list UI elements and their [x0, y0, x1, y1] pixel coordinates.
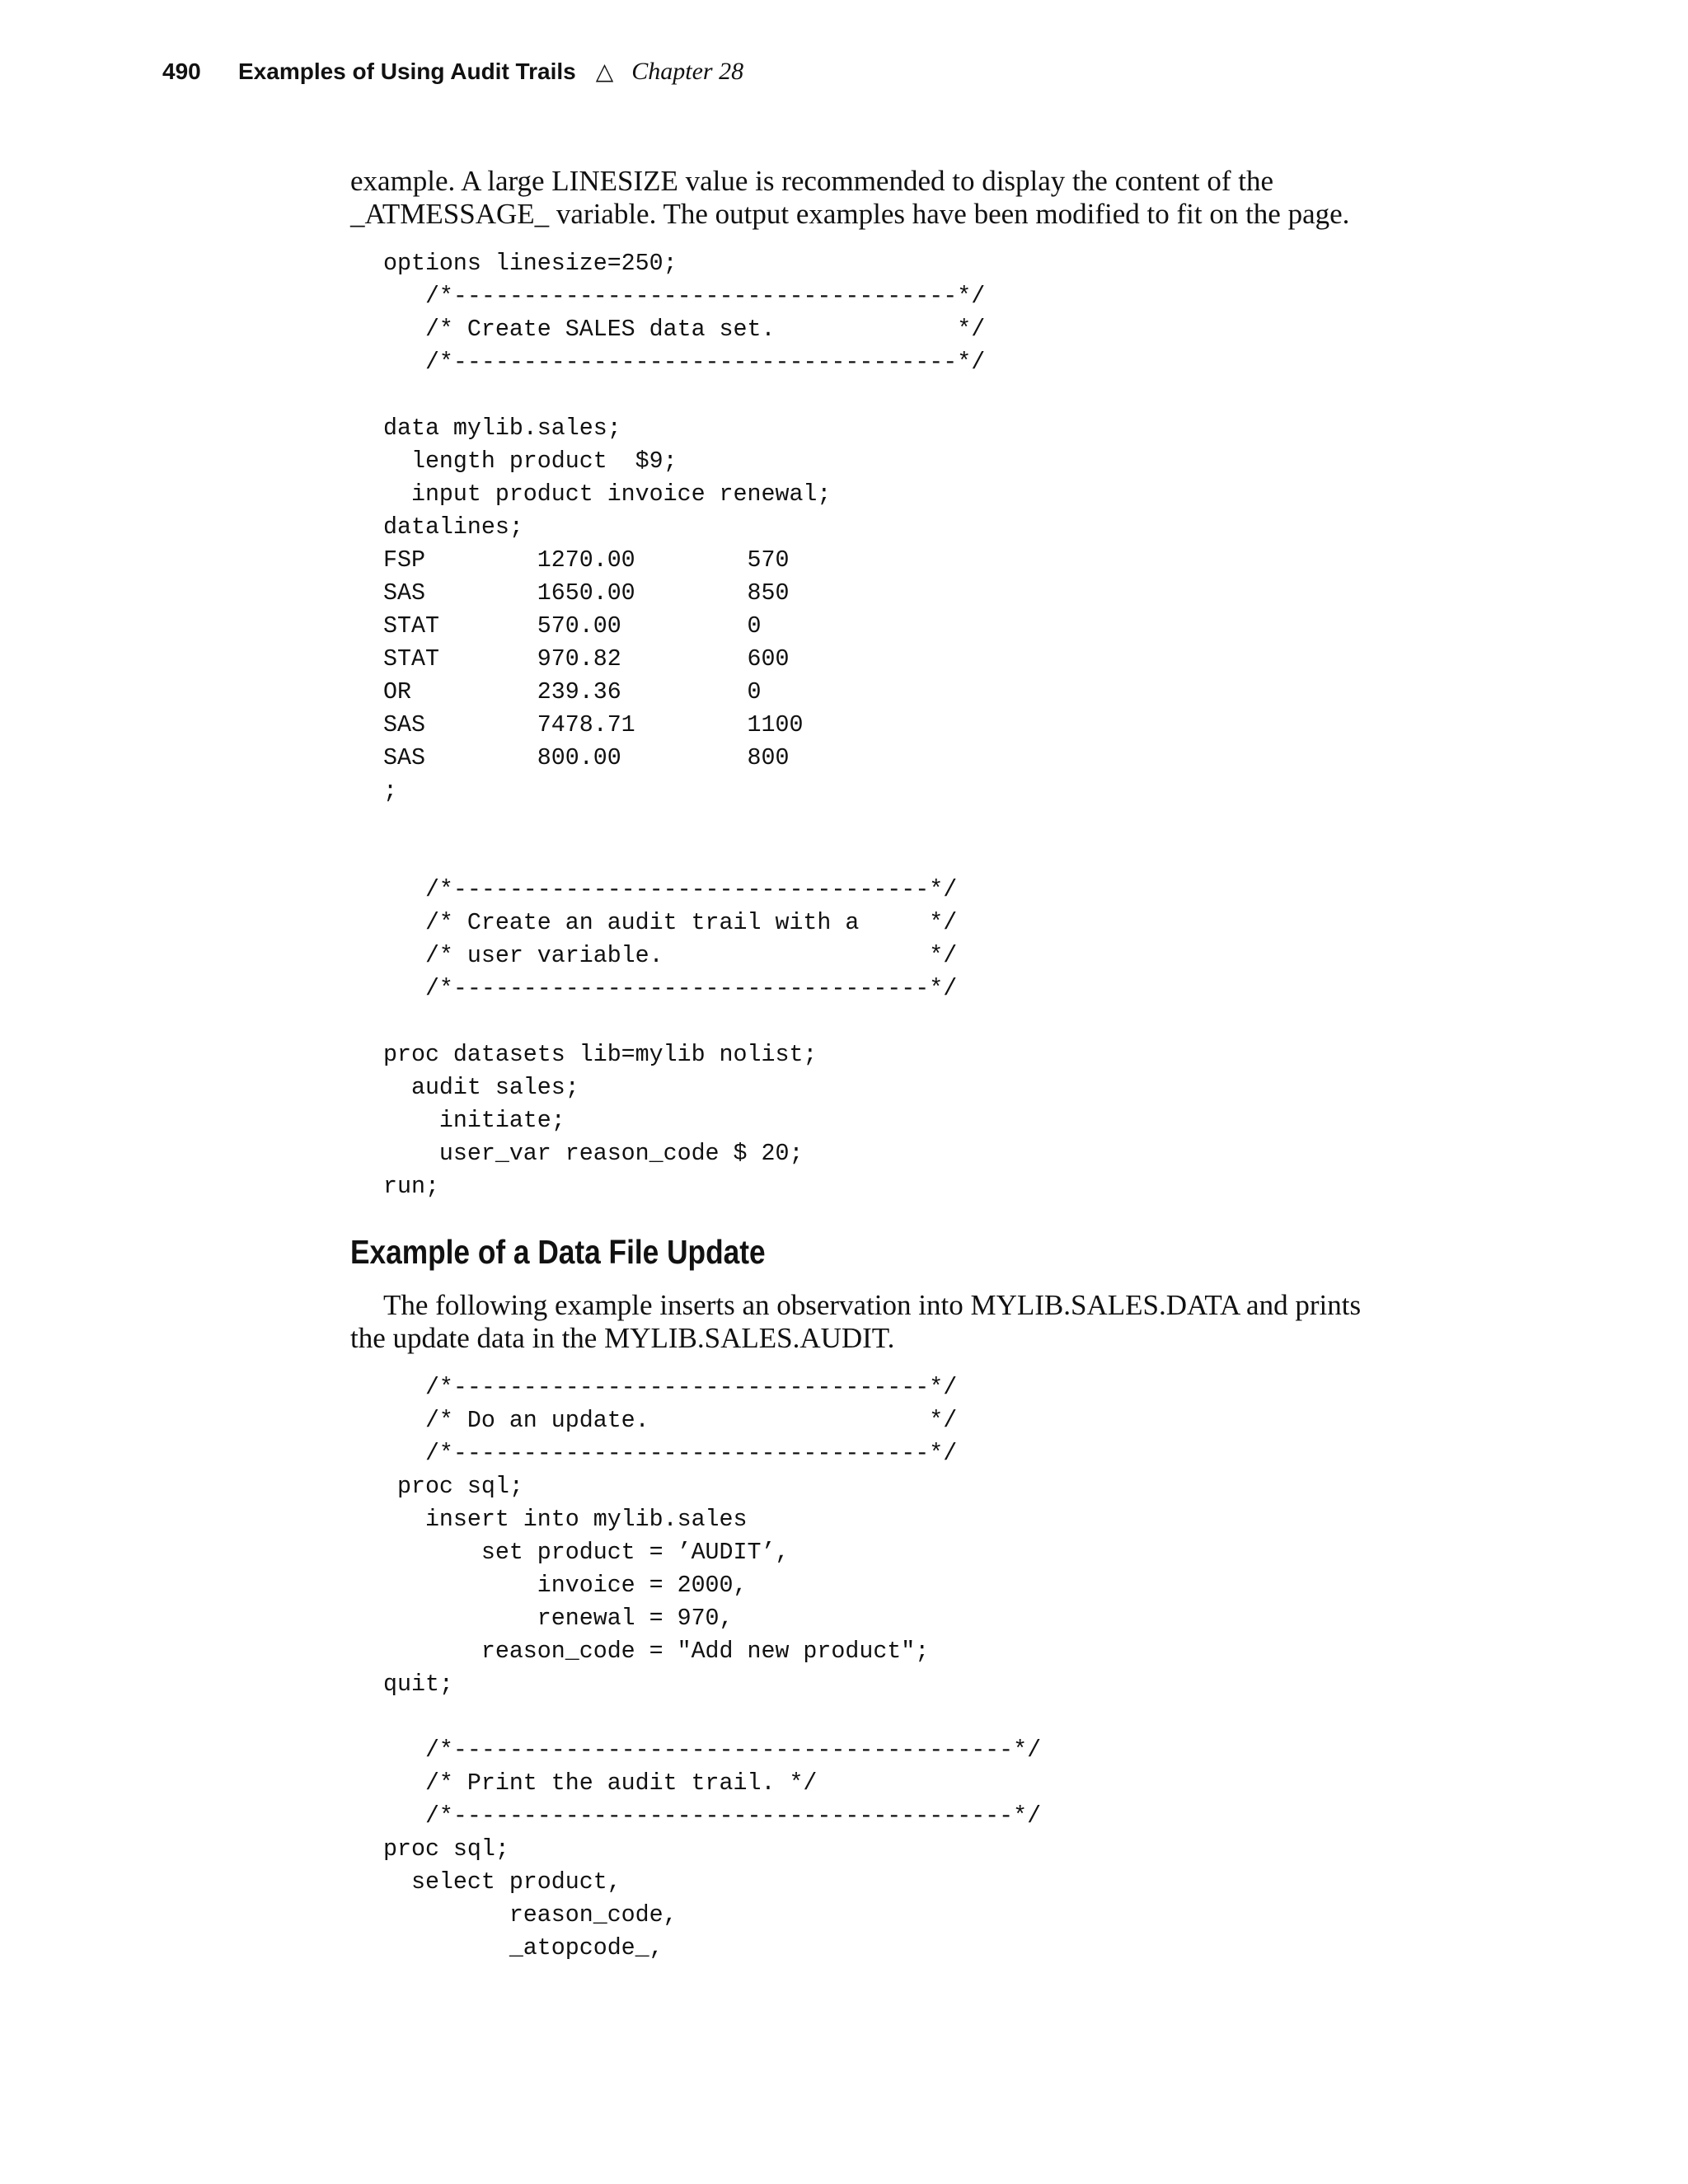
section-paragraph: [350, 1289, 1488, 1355]
page-number: 490: [162, 59, 201, 84]
intro-line-1: example. A large LINESIZE value is recommended to display the content of the: [350, 165, 1273, 197]
code-audit-trail: /*----------------------------------*/ /* Create an audit trail with a */ /* user variable. */ /*----------------------------------*/ proc datasets lib=mylib nolist; audit sales; initiate; user_var reason_code $ 20; run;: [383, 877, 958, 1200]
section-line-2: the update data in the MYLIB.SALES.AUDIT.: [350, 1322, 895, 1354]
page-body: [350, 165, 1488, 1965]
section-heading: Example of a Data File Update: [350, 1233, 766, 1271]
code-create-sales: options linesize=250; /*------------------------------------*/ /* Create SALES data set. */ /*------------------------------------*/ data mylib.sales; length product $9; input product invoice renewal; datalines; FSP 1270.00 570 SAS 1650.00 850 STAT 570.00 0 STAT 970.82 600 OR 239.36 0 SAS 7478.71 1100 SAS 800.00 800 ;: [383, 251, 986, 804]
code-print-audit: /*----------------------------------------*/ /* Print the audit trail. */ /*----------------------------------------*/ proc sql; select product, reason_code, _atopcode_,: [383, 1737, 1042, 1961]
triangle-icon: △: [595, 59, 614, 84]
chapter-label: Chapter 28: [631, 58, 744, 85]
intro-paragraph: [350, 165, 1488, 231]
running-title: Examples of Using Audit Trails: [238, 59, 576, 84]
intro-line-2: _ATMESSAGE_ variable. The output examples have been modified to fit on the page.: [350, 198, 1350, 230]
running-header: [162, 58, 743, 86]
code-update: /*----------------------------------*/ /* Do an update. */ /*----------------------------------*/ proc sql; insert into mylib.sales set product = ’AUDIT’, invoice = 2000, renewal = 970, reason_code = "Add new product"; quit;: [383, 1375, 958, 1698]
section-line-1: The following example inserts an observation into MYLIB.SALES.DATA and prints: [383, 1289, 1362, 1321]
